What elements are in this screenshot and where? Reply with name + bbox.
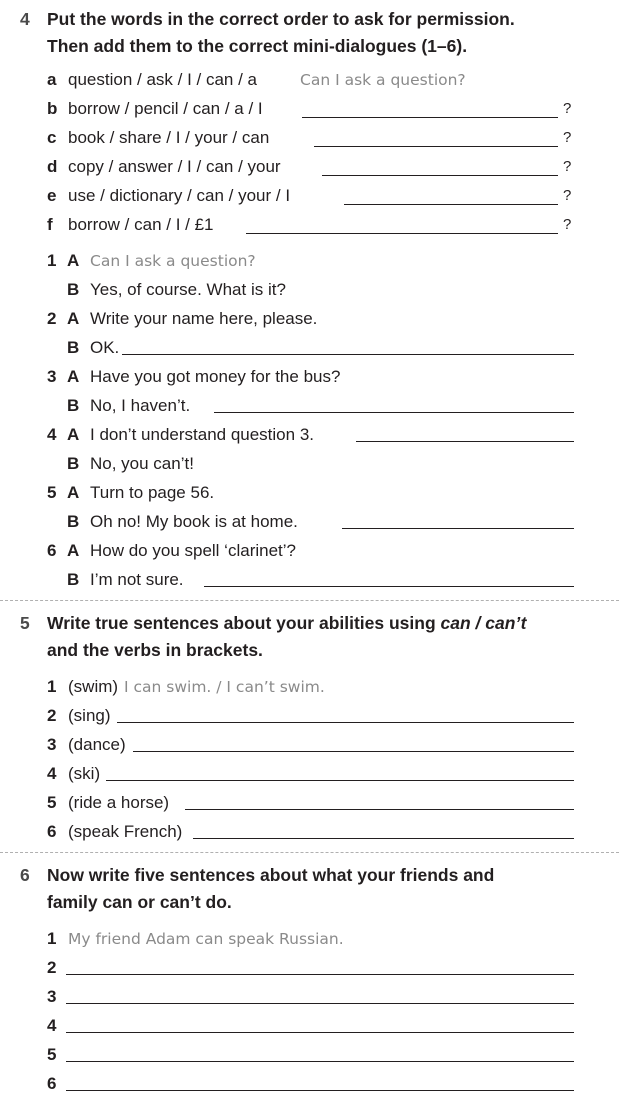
item-number: 6 [47,1074,57,1093]
speaker-label: B [67,280,80,299]
instruction-line: and the verbs in brackets. [47,640,263,660]
question-mark: ? [563,216,572,233]
answer-line[interactable] [133,751,574,752]
dialogue-number: 2 [47,309,57,328]
speaker-label: B [67,570,80,589]
item-number: 5 [47,793,57,812]
exercise-4 [0,6,619,60]
answer-line[interactable] [356,441,574,442]
answer-line[interactable] [66,974,574,975]
verb-prompt: (ride a horse) [68,793,170,812]
dialogue-text: Yes, of course. What is it? [90,280,286,299]
word-prompt: copy / answer / I / can / your [68,157,281,176]
question-mark: ? [563,187,572,204]
dialogue-text: No, I haven’t. [90,396,191,415]
speaker-label: B [67,512,80,531]
instruction-line: family can or can’t do. [47,892,232,912]
item-number: 3 [47,987,57,1006]
question-mark: ? [563,158,572,175]
section-divider [0,852,619,853]
item-label: d [47,157,58,176]
dialogue-text: How do you spell ‘clarinet’? [90,541,296,560]
exercise-6 [0,862,619,916]
dialogue-text: No, you can’t! [90,454,194,473]
word-prompt: question / ask / I / can / a [68,70,257,89]
example-answer: Can I ask a question? [300,71,466,89]
answer-line[interactable] [66,1090,574,1091]
dialogue-text: Oh no! My book is at home. [90,512,298,531]
speaker-label: B [67,396,80,415]
dialogue-number: 6 [47,541,57,560]
speaker-label: A [67,367,80,386]
instruction-italic: can / can’t [440,613,527,633]
speaker-label: B [67,338,80,357]
item-number: 5 [47,1045,57,1064]
item-number: 1 [47,929,57,948]
exercise-number: 6 [20,865,30,885]
word-prompt: borrow / can / I / £1 [68,215,214,234]
item-number: 2 [47,958,57,977]
speaker-label: A [67,309,80,328]
item-number: 2 [47,706,57,725]
item-label: e [47,186,57,205]
answer-line[interactable] [117,722,574,723]
verb-prompt: (ski) [68,764,101,783]
speaker-label: A [67,483,80,502]
item-label: b [47,99,58,118]
speaker-label: A [67,541,80,560]
verb-prompt: (dance) [68,735,126,754]
dialogue-text: Write your name here, please. [90,309,318,328]
word-prompt: use / dictionary / can / your / I [68,186,291,205]
answer-line[interactable] [66,1032,574,1033]
answer-line[interactable] [204,586,574,587]
question-mark: ? [563,129,572,146]
section-divider [0,600,619,601]
example-answer: My friend Adam can speak Russian. [68,930,344,948]
speaker-label: B [67,454,80,473]
dialogue-number: 4 [47,425,57,444]
speaker-label: A [67,251,80,270]
word-prompt: book / share / I / your / can [68,128,270,147]
instruction-line: Put the words in the correct order to ask for permission. [47,9,515,29]
answer-line[interactable] [322,175,558,176]
instruction-text: Write true sentences about your abilities using [47,613,441,633]
dialogue-text: Turn to page 56. [90,483,215,502]
answer-line[interactable] [246,233,558,234]
instruction-line: Then add them to the correct mini-dialogues (1–6). [47,36,468,56]
dialogue-number: 3 [47,367,57,386]
verb-prompt: (swim) [68,677,119,696]
instruction-line [47,610,619,637]
answer-line[interactable] [66,1003,574,1004]
item-number: 1 [47,677,57,696]
dialogue-number: 1 [47,251,57,270]
exercise-number: 4 [20,9,30,29]
item-label: f [47,215,53,234]
item-number: 4 [47,764,57,783]
answer-line[interactable] [193,838,574,839]
example-answer: Can I ask a question? [90,252,256,270]
item-number: 3 [47,735,57,754]
verb-prompt: (speak French) [68,822,183,841]
dialogue-text: OK. [90,338,120,357]
word-prompt: borrow / pencil / can / a / I [68,99,263,118]
instruction-line: Now write five sentences about what your friends and [47,865,495,885]
exercise-5 [0,610,619,664]
question-mark: ? [563,100,572,117]
exercise-4-instruction [0,6,619,60]
answer-line[interactable] [106,780,574,781]
answer-line[interactable] [314,146,558,147]
item-label: a [47,70,57,89]
answer-line[interactable] [342,528,574,529]
answer-line[interactable] [185,809,574,810]
dialogue-number: 5 [47,483,57,502]
answer-line[interactable] [122,354,574,355]
item-number: 4 [47,1016,57,1035]
example-answer: I can swim. / I can’t swim. [124,678,325,696]
verb-prompt: (sing) [68,706,111,725]
answer-line[interactable] [344,204,558,205]
answer-line[interactable] [214,412,574,413]
item-label: c [47,128,57,147]
item-number: 6 [47,822,57,841]
exercise-number: 5 [20,613,30,633]
dialogue-text: I don’t understand question 3. [90,425,314,444]
answer-line[interactable] [302,117,558,118]
dialogue-text: Have you got money for the bus? [90,367,341,386]
answer-line[interactable] [66,1061,574,1062]
exercise-5-instruction [0,610,619,664]
exercise-6-instruction [0,862,619,916]
speaker-label: A [67,425,80,444]
dialogue-text: I’m not sure. [90,570,184,589]
